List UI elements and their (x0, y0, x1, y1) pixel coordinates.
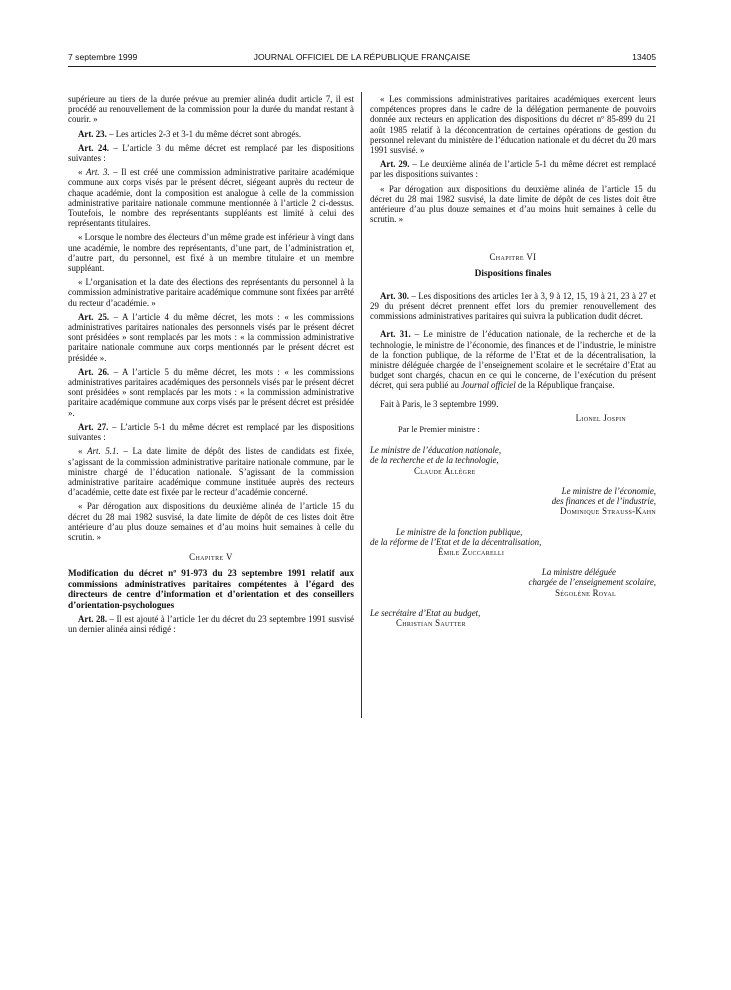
article-30: Art. 30. – Les dispositions des articles 1er à 3, 9 à 12, 15, 19 à 21, 23 à 27 et 29 du présent décret prennent effet lors du premier renouvellement des commissions administratives paritaires qui suivra la publication dudit décret. (370, 290, 656, 322)
article-23: Art. 23. – Les articles 2-3 et 3-1 du même décret sont abrogés. (78, 128, 302, 139)
paragraph-commissions: « Les commissions administratives paritaires académiques exercent leurs compétences propres dans le cadre de la délégation permanente de pouvoirs donnée aux recteurs en application des dispositions du décret nº 85-899 du 21 août 1985 relatif à la déconcentration de certaines opérations de gestion du personnel relevant du ministère de l’éducation nationale et du décret du 20 mars 1991 susvisé. » (370, 94, 656, 156)
article-3-quote: « Art. 3. – Il est créé une commission administrative paritaire académique commune aux corps visés par le présent décret, siégeant auprès du recteur de chaque académie, dont la composition est analogue à celle de la commission administrative paritaire nationale commune mentionnée à l’article 2 ci-dessus. Toutefois, le nombre des représentants suppléants est limité à celui des représentants titulaires. (68, 167, 355, 229)
par-le-premier-ministre: Par le Premier ministre : (398, 425, 480, 435)
fait-a-paris: Fait à Paris, le 3 septembre 1999. (380, 398, 499, 409)
article-5-1-quote: « Art. 5.1. – La date limite de dépôt des listes de candidats est fixée, s’agissant de la commission administrative paritaire nationale commune, par le ministre chargé de l’éducation nationale. S’agissant de la commission administrative paritaire académique commune instituée auprès des recteurs d’académie, cette date est fixée par le recteur d’académie concerné. (68, 446, 355, 498)
article-label: Art. 26. (78, 366, 110, 377)
header-page-number: 13405 (632, 52, 656, 62)
article-label: Art. 28. (78, 613, 108, 624)
paragraph-derogation: « Par dérogation aux dispositions du deuxième alinéa de l’article 15 du décret du 28 mai 1982 susvisé, la date limite de dépôt de ces listes doit être antérieure d’au plus douze semaines et d’au moins huit semaines à celle du scrutin. » (68, 501, 354, 542)
article-label: Art. 27. (78, 421, 109, 432)
chapter-5-heading: Modification du décret nº 91-973 du 23 septembre 1991 relatif aux commissions administratives paritaires compétentes à l’égard des directeurs de centre d’information et d’orientation et des conseillers d’orientation-psychologues (68, 568, 354, 610)
article-24: Art. 24. – L’article 3 du même décret est remplacé par les dispositions suivantes : (68, 142, 354, 164)
header-date: 7 septembre 1999 (68, 52, 138, 62)
signatory-name: Christian Sautter (396, 617, 466, 628)
chapter-6-title: Chapitre VI (489, 252, 537, 263)
signature-public-service: Le ministre de la fonction publique, de la réforme de l’Etat et de la décentralisation, Émile Zuccarelli (370, 527, 656, 558)
signatory-name: Émile Zuccarelli (438, 546, 505, 557)
paragraph-lorsque: « Lorsque le nombre des électeurs d’un même grade est inférieur à vingt dans une académie, le nombre des représentants, d’une part, de l’administration et, d’autre part, du personnel, est fixé à un membre titulaire et un membre suppléant. (68, 232, 354, 274)
article-27: Art. 27. – L’article 5-1 du même décret est remplacé par les dispositions suivantes : (68, 421, 354, 443)
signatory-name: Ségolène Royal (555, 587, 616, 598)
article-29: Art. 29. – Le deuxième alinéa de l’article 5-1 du même décret est remplacé par les dispositions suivantes : (370, 159, 656, 180)
signature-budget: Le secrétaire d’Etat au budget, Christian Sautter (370, 608, 656, 628)
article-label: Art. 31. (380, 329, 411, 340)
paragraph-organisation: « L’organisation et la date des élections des représentants du personnel à la commission administrative paritaire académique commune sont fixées par arrêté du recteur d’académie. » (68, 277, 354, 308)
article-25: Art. 25. – A l’article 4 du même décret, les mots : « les commissions administratives paritaires nationales des personnels visés par le présent décret sont présidées » sont remplacés par les mots : « la commission administrative paritaire nationale commune aux corps mentionnés par le présent décret est présidée ». (68, 311, 354, 363)
article-label: Art. 5.1. (87, 446, 119, 457)
header-rule (68, 66, 656, 67)
article-label: Art. 3. (85, 167, 110, 178)
article-label: Art. 29. (380, 159, 410, 170)
article-31: Art. 31. – Le ministre de l’éducation nationale, de la recherche et de la technologie, le ministre de l’économie, des finances et de l’industrie, le ministre de la fonction publique, de la réforme de l’Etat et de la décentralisation, la ministre déléguée chargée de l’enseignement scolaire et le secrétaire d’Etat au budget sont chargés, chacun en ce qui le concerne, de l’exécution du présent décret, qui sera publié au Journal officiel de la République française. (370, 329, 656, 391)
article-28: Art. 28. – Il est ajouté à l’article 1er du décret du 23 septembre 1991 susvisé un dernier alinéa ainsi rédigé : (68, 613, 354, 635)
signature-education: Le ministre de l’éducation nationale, de la recherche et de la technologie, Claude Allègre (370, 445, 656, 476)
article-label: Art. 25. (78, 311, 110, 322)
chapter-5-title: Chapitre V (189, 552, 233, 563)
left-column (68, 94, 354, 638)
article-26: Art. 26. – A l’article 5 du même décret, les mots : « les commissions administratives paritaires académiques des personnels visés par le présent décret sont présidées » sont remplacés par les mots : « la commission administrative paritaire académique commune aux corps visés par le présent décret est présidée ». (68, 366, 354, 418)
paragraph-derogation-2: « Par dérogation aux dispositions du deuxième alinéa de l’article 15 du décret du 28 mai 1982 susvisé, la date limite de dépôt de ces listes doit être antérieure d’au plus douze semaines et d’au moins huit semaines à celle du scrutin. » (370, 183, 656, 225)
article-label: Art. 23. (78, 128, 107, 139)
signature-economy: Le ministre de l’économie, des finances et de l’industrie, Dominique Strauss-Kahn (370, 486, 656, 517)
signature-school-education: La ministre déléguée chargée de l’enseignement scolaire, Ségolène Royal (370, 567, 656, 598)
chapter-6-heading: Dispositions finales (474, 268, 552, 279)
signatory-name: Dominique Strauss-Kahn (560, 506, 656, 517)
page-header (68, 52, 656, 66)
right-column (370, 94, 656, 628)
column-divider (361, 92, 362, 718)
article-label: Art. 24. (78, 142, 109, 153)
journal-officiel-italic: Journal officiel (461, 380, 516, 391)
header-journal-title: JOURNAL OFFICIEL DE LA RÉPUBLIQUE FRANÇAISE (253, 52, 471, 62)
signatory-name: Claude Allègre (414, 465, 476, 476)
article-label: Art. 30. (380, 290, 410, 301)
signature-prime-minister: Lionel Jospin (575, 412, 626, 423)
paragraph-intro: supérieure au tiers de la durée prévue au premier alinéa dudit article 7, il est procédé au renouvellement de la commission pour la durée du mandat restant à courir. » (68, 94, 354, 125)
